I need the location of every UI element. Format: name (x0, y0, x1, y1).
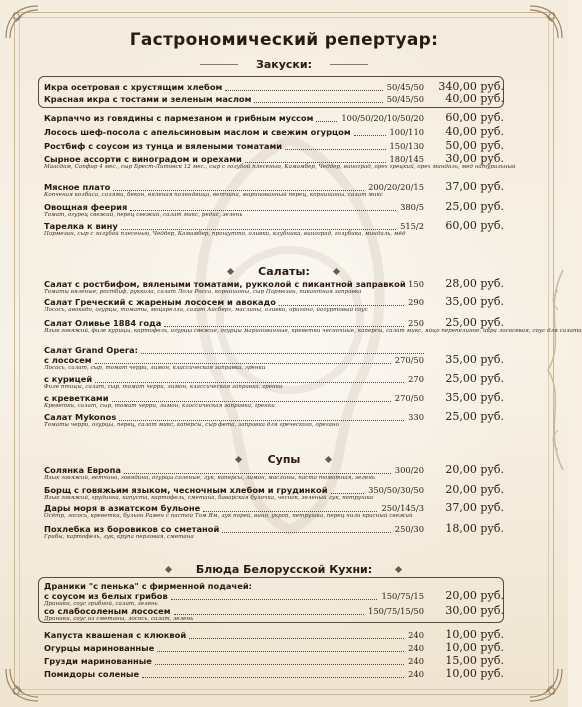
dotted-leader (254, 102, 382, 103)
menu-item-weight: 150/75/15 (381, 591, 424, 601)
menu-item-description: Драники, соус из сметаны, лосось, салат, зелень (44, 616, 194, 622)
menu-item-name: Лосось шеф-посола с апельсиновым маслом и свежим огурцом (44, 127, 351, 137)
menu-item-weight: 150/75/15/50 (368, 606, 424, 616)
menu-item-weight: 240 (408, 656, 424, 666)
dotted-leader (189, 638, 404, 639)
menu-item-name: Салат с ростбифом, вялеными томатами, рукколой с пикантной заправкой (44, 279, 406, 289)
menu-item-description: Лосось, авокадо, огурцы, томаты, моцарелла, салат Айсберг, маслины, оливки, оригано, йогуртовый соус (44, 307, 368, 313)
menu-item-name: Ростбиф с соусом из тунца и вялеными томатами (44, 141, 283, 151)
menu-item-price: 340,00 руб. (438, 80, 504, 93)
divider (330, 64, 368, 65)
menu-item-description: Драники, соус грибной, салат, зелень (44, 601, 158, 607)
menu-item-price: 50,00 руб. (445, 139, 504, 152)
menu-item-weight: 150/130 (389, 141, 424, 151)
divider (200, 64, 238, 65)
dotted-leader (124, 473, 391, 474)
menu-item-weight: 100/50/20/10/50/20 (341, 113, 424, 123)
menu-item-price: 18,00 руб. (445, 522, 504, 535)
dotted-leader (164, 326, 404, 327)
dotted-leader (157, 651, 404, 652)
menu-item-weight: 150 (408, 279, 424, 289)
menu-item-weight: 180/145 (389, 154, 424, 164)
menu-item-name: Мясное плато (44, 182, 111, 192)
dotted-leader (354, 135, 386, 136)
menu-item (44, 669, 504, 680)
menu-item-name: Дары моря в азиатском бульоне (44, 503, 201, 513)
menu-item-description: Томаты вяленые, ростбиф, руккола, салат Лола Росса, корнишоны, сыр Пармезан, пикантная заправка (44, 289, 362, 295)
dotted-leader (316, 121, 337, 122)
dotted-leader (141, 353, 424, 354)
dotted-leader (174, 614, 365, 615)
page-title: Гастрономический репертуар: (129, 30, 439, 50)
menu-item-name: с креветками (44, 393, 109, 403)
menu-item-weight: 250/145/3 (381, 503, 424, 513)
menu-item-name: Салат Mykonos (44, 412, 117, 422)
menu-item-weight: 270 (408, 374, 424, 384)
menu-item-price: 20,00 руб. (445, 589, 504, 602)
menu-item-price: 35,00 руб. (445, 391, 504, 404)
menu-item-price: 20,00 руб. (445, 483, 504, 496)
menu-item-description: Язык говяжий, грудинка, капуста, картофель, сметана, баварская булочка, чеснок, зеленый лук, петрушка (44, 495, 374, 501)
menu-item-price: 25,00 руб. (445, 410, 504, 423)
menu-item (44, 141, 504, 152)
dotted-leader (222, 532, 391, 533)
section-heading-salaty: Салаты: (258, 265, 310, 278)
menu-item-name: Похлебка из боровиков со сметаной (44, 524, 220, 534)
menu-item-description: Язык говяжий, филе курицы, картофель, огурцы свежие, огурцы маринованные, креветки чесночные, каперсы, салат микс, яйцо перепелиное, икра лососевая, соус для салата (44, 328, 582, 334)
corner-ornament-icon (2, 665, 42, 705)
menu-item-name: Красная икра с тостами и зеленым маслом (44, 94, 252, 104)
menu-item-weight: 250 (408, 318, 424, 328)
menu-item-price: 35,00 руб. (445, 353, 504, 366)
menu-item-description: Маасдам, Сапфир 4 мес., сыр Брест-Литовск 12 мес., сыр с голубой плесенью, Камамбер, Чеддер, виноград, орех грецкий, орех миндаль, мед натуральный (44, 164, 516, 170)
menu-item-description: Осётр, лосось, креветки, бульон Рамен с пастой Том Ям, лук порей, вино, укроп, петрушка, перец чили красный свежий (44, 513, 413, 519)
menu-item-name: Огурцы маринованные (44, 643, 155, 653)
menu-item-name: Салат Оливье 1884 года (44, 318, 162, 328)
dotted-leader (112, 401, 391, 402)
menu-item-description: Пармезан, сыр с голубой плесенью, Чеддер, Камамбер, прошутто, оливки, клубника, виноград, голубика, миндаль, мёд (44, 231, 406, 237)
dotted-leader (119, 420, 404, 421)
menu-item-price: 37,00 руб. (445, 180, 504, 193)
menu-item-price: 60,00 руб. (445, 219, 504, 232)
menu-item-description: Филе птицы, салат, сыр, томат черри, лимон, классическая заправка, гренки (44, 384, 283, 390)
menu-item-name: Салат Grand Opera: (44, 345, 138, 355)
menu-item-weight: 380/5 (400, 202, 424, 212)
menu-item-description: Лосось, салат, сыр, томат черри, лимон, классическая заправка, гренки (44, 365, 266, 371)
menu-item-weight: 100/110 (389, 127, 424, 137)
menu-item-price: 37,00 руб. (445, 501, 504, 514)
menu-item-weight: 50/45/50 (386, 82, 424, 92)
menu-item-name: с соусом из белых грибов (44, 591, 168, 601)
menu-item-name: с лососем (44, 355, 92, 365)
menu-item-price: 40,00 руб. (445, 92, 504, 105)
menu-item-price: 10,00 руб. (445, 641, 504, 654)
menu-item-price: 25,00 руб. (445, 316, 504, 329)
dotted-leader (285, 149, 385, 150)
menu-item-weight: 350/50/30/50 (368, 485, 424, 495)
dotted-leader (279, 305, 404, 306)
menu-item-name: Икра осетровая с хрустящим хлебом (44, 82, 223, 92)
menu-item-price: 60,00 руб. (445, 111, 504, 124)
menu-item-name: Овощная феерия (44, 202, 128, 212)
section-heading-belarus: Блюда Белорусской Кухни: (195, 563, 373, 576)
side-ornament-icon (538, 270, 568, 470)
menu-item (44, 113, 504, 124)
menu-item-name: Тарелка к вину (44, 221, 118, 231)
menu-item-price: 30,00 руб. (445, 152, 504, 165)
menu-item-description: Томат, огурец свежий, перец свежий, салат микс, редис, зелень (44, 212, 243, 218)
dotted-leader (95, 363, 391, 364)
menu-item-weight: 515/2 (400, 221, 424, 231)
menu-item-price: 20,00 руб. (445, 463, 504, 476)
dotted-leader (130, 210, 396, 211)
section-heading-zakuski: Закуски: (256, 58, 312, 71)
menu-item-description: Креветки, салат, сыр, томат черри, лимон, классическая заправка, гренки (44, 403, 275, 409)
dotted-leader (171, 599, 378, 600)
dotted-leader (331, 493, 365, 494)
draniki-heading: Драники "с пенька" с фирменной подачей: (44, 581, 252, 591)
dotted-leader (113, 190, 364, 191)
menu-item-description: Язык говяжий, ветчина, говядина, огурцы соленые, лук, каперсы, лимон, маслины, паста томатная, зелень (44, 475, 375, 481)
menu-item-description: Томаты черри, огурцы, перец, салат микс, каперсы, сыр фета, заправка для греческого, орегано (44, 422, 339, 428)
menu-item-name: Капуста квашеная с клюквой (44, 630, 187, 640)
menu-item-description: Грибы, картофель, лук, крупа перловая, сметана (44, 534, 194, 540)
menu-item-price: 25,00 руб. (445, 200, 504, 213)
menu-item-name: с курицей (44, 374, 93, 384)
menu-item-price: 28,00 руб. (445, 277, 504, 290)
dotted-leader (142, 677, 404, 678)
menu-item-name: Салат Греческий с жареным лососем и авокадо (44, 297, 276, 307)
menu-item-price: 40,00 руб. (445, 125, 504, 138)
menu-item (44, 643, 504, 654)
section-heading-supy: Супы (267, 453, 301, 466)
menu-item-weight: 200/20/20/15 (368, 182, 424, 192)
menu-item-weight: 290 (408, 297, 424, 307)
menu-item (44, 630, 504, 641)
dotted-leader (225, 90, 382, 91)
menu-item-weight: 240 (408, 630, 424, 640)
menu-item (44, 94, 504, 105)
dotted-leader (121, 229, 396, 230)
dotted-leader (95, 382, 404, 383)
dotted-leader (203, 511, 377, 512)
menu-item-weight: 270/50 (394, 355, 424, 365)
menu-item-price: 30,00 руб. (445, 604, 504, 617)
menu-item-name: Грузди маринованные (44, 656, 152, 666)
menu-item-weight: 240 (408, 669, 424, 679)
menu-item-name: Помидоры соленые (44, 669, 140, 679)
menu-item-weight: 330 (408, 412, 424, 422)
menu-item-price: 10,00 руб. (445, 667, 504, 680)
menu-item-name: Карпаччо из говядины с пармезаном и грибным муссом (44, 113, 314, 123)
menu-item-price: 15,00 руб. (445, 654, 504, 667)
menu-item-weight: 50/45/50 (386, 94, 424, 104)
menu-item (44, 127, 504, 138)
menu-item (44, 82, 504, 93)
menu-item-weight: 250/30 (394, 524, 424, 534)
menu-item-price: 10,00 руб. (445, 628, 504, 641)
corner-ornament-icon (526, 665, 566, 705)
menu-item-price: 25,00 руб. (445, 372, 504, 385)
menu-item-name: Солянка Европа (44, 465, 121, 475)
menu-item-weight: 240 (408, 643, 424, 653)
menu-item-name: Сырное ассорти с виноградом и орехами (44, 154, 242, 164)
menu-item-price: 35,00 руб. (445, 295, 504, 308)
menu-item-name: Борщ с говяжьим языком, чесночным хлебом и грудинкой (44, 485, 328, 495)
menu-item-weight: 270/50 (394, 393, 424, 403)
menu-item (44, 656, 504, 667)
menu-item-name: со слабосоленым лососем (44, 606, 171, 616)
dotted-leader (155, 664, 404, 665)
menu-item-description: Копченая колбаса, салями, бекон, вяленая полендвица, ветчина, маринованный перец, корнишоны, салат микс (44, 192, 383, 198)
dotted-leader (245, 162, 386, 163)
menu-item-weight: 300/20 (394, 465, 424, 475)
